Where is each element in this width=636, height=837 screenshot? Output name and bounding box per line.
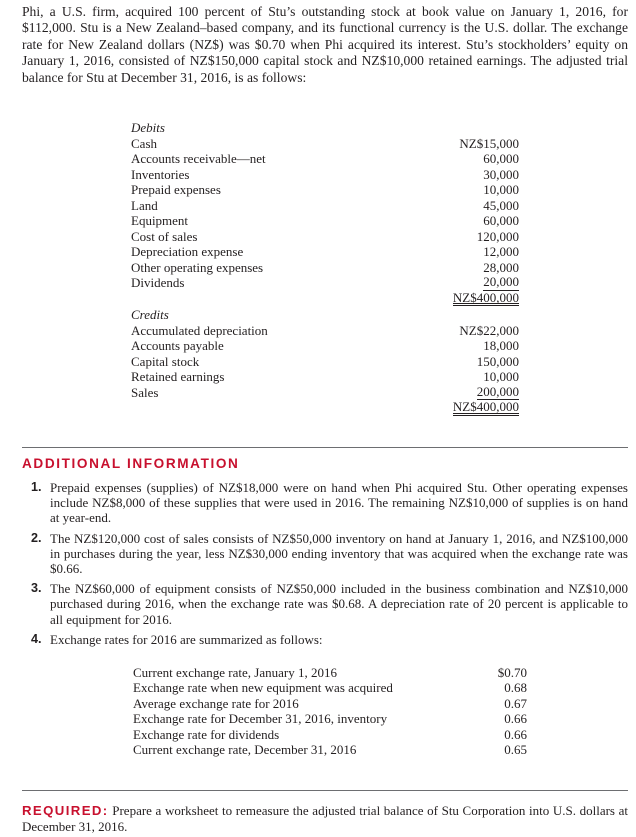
rate-label: Exchange rate when new equipment was acquired	[133, 680, 393, 696]
debits-total: NZ$400,000	[452, 289, 519, 305]
row-label: Capital stock	[131, 353, 200, 369]
rate-label: Exchange rate for dividends	[133, 726, 280, 742]
table-row	[133, 696, 527, 711]
exchange-rates-table	[133, 665, 527, 757]
rate-value: 0.68	[504, 680, 527, 696]
section-divider	[22, 447, 628, 448]
additional-information-heading: ADDITIONAL INFORMATION	[22, 456, 240, 471]
rate-value: 0.66	[504, 726, 527, 742]
rate-label: Current exchange rate, January 1, 2016	[133, 665, 337, 680]
row-label: Accumulated depreciation	[131, 322, 268, 338]
table-row	[131, 229, 519, 245]
row-label: Accounts payable	[131, 338, 224, 353]
table-row	[131, 136, 519, 152]
item-text: Prepaid expenses (supplies) of NZ$18,000 were on hand when Phi acquired Stu. Other operating expenses include NZ$8,000 of these supplies that were used in 2016. The remaining NZ$10,000 of supplies is on hand at year-end.	[50, 480, 628, 526]
row-amount: 60,000	[483, 151, 519, 166]
row-label: Sales	[131, 384, 159, 400]
row-label: Cash	[131, 135, 157, 151]
table-row	[131, 385, 519, 401]
row-amount: 30,000	[483, 166, 519, 182]
table-row	[133, 680, 527, 695]
row-label: Accounts receivable—net	[131, 151, 266, 166]
table-row	[131, 275, 519, 291]
rate-value: 0.65	[504, 741, 527, 757]
item-number: 4.	[31, 631, 42, 646]
rate-label: Exchange rate for December 31, 2016, inventory	[133, 711, 388, 727]
table-row	[133, 711, 527, 726]
row-label: Depreciation expense	[131, 244, 244, 259]
row-amount: 10,000	[483, 182, 519, 197]
list-item	[22, 632, 628, 647]
problem-intro: Phi, a U.S. firm, acquired 100 percent of Stu’s outstanding stock at book value on January 1, 2016, for $112,000. Stu is a New Zealand–based company, and its functional currency is the U.S. dollar. The exchange rate for New Zealand dollars (NZ$) was $0.70 when Phi acquired its interest. Stu’s stockholders’ equity on January 1, 2016, consisted of NZ$150,000 capital stock and NZ$10,000 retained earnings. The adjusted trial balance for Stu at December 31, 2016, is as follows:	[22, 4, 628, 85]
row-label: Land	[131, 197, 158, 213]
row-amount: 200,000	[476, 383, 519, 399]
table-row	[131, 338, 519, 354]
rate-value: 0.66	[504, 711, 527, 727]
table-row	[131, 244, 519, 260]
list-item	[22, 480, 628, 526]
row-label: Dividends	[131, 275, 185, 290]
item-text: The NZ$60,000 of equipment consists of NZ$50,000 included in the business combination and NZ$10,000 purchased during 2016, when the exchange rate was $0.68. A depreciation rate of 20 percent is applicable to all equipment for 2016.	[50, 581, 628, 627]
item-number: 1.	[31, 480, 42, 494]
row-label: Inventories	[131, 166, 190, 182]
row-amount: 18,000	[483, 338, 519, 353]
total-row	[131, 291, 519, 307]
rate-label: Current exchange rate, December 31, 2016	[133, 741, 357, 757]
additional-information-list	[22, 480, 628, 652]
item-number: 2.	[31, 530, 42, 545]
rate-value: $0.70	[497, 665, 527, 680]
credits-section	[131, 307, 519, 416]
table-row	[131, 198, 519, 214]
table-row	[131, 323, 519, 339]
table-row	[131, 369, 519, 385]
required-instruction	[22, 803, 628, 835]
section-divider	[22, 790, 628, 791]
total-row	[131, 400, 519, 416]
required-label: REQUIRED:	[22, 803, 109, 818]
row-amount: 150,000	[476, 353, 519, 369]
table-row	[131, 354, 519, 370]
row-label: Retained earnings	[131, 369, 225, 384]
row-amount: 120,000	[476, 228, 519, 244]
required-text: Prepare a worksheet to remeasure the adjusted trial balance of Stu Corporation into U.S. dollars at December 31, 2016.	[22, 803, 628, 834]
row-amount: 45,000	[483, 197, 519, 213]
row-amount: NZ$22,000	[459, 322, 519, 338]
table-row	[131, 213, 519, 229]
row-label: Prepaid expenses	[131, 182, 221, 197]
row-label: Cost of sales	[131, 228, 198, 244]
table-row	[133, 665, 527, 680]
row-amount: 12,000	[483, 244, 519, 259]
item-text: The NZ$120,000 cost of sales consists of NZ$50,000 inventory on hand at January 1, 2016, and NZ$100,000 in purchases during the year, less NZ$30,000 ending inventory that was acquired when the exchange rate was $0.66.	[50, 530, 628, 577]
row-amount: 10,000	[483, 369, 519, 384]
rate-label: Average exchange rate for 2016	[133, 695, 299, 711]
table-row	[131, 260, 519, 276]
row-amount: 28,000	[483, 259, 519, 275]
debits-section	[131, 120, 519, 306]
rate-value: 0.67	[504, 695, 527, 711]
row-amount: 60,000	[483, 213, 519, 228]
list-item	[22, 581, 628, 627]
item-number: 3.	[31, 581, 42, 596]
table-row	[133, 727, 527, 742]
list-item	[22, 531, 628, 577]
debits-heading: Debits	[131, 120, 165, 135]
row-label: Other operating expenses	[131, 259, 264, 275]
row-amount: NZ$15,000	[459, 135, 519, 151]
table-row	[133, 742, 527, 757]
credits-total: NZ$400,000	[452, 399, 519, 414]
table-row	[131, 151, 519, 167]
row-label: Equipment	[131, 213, 189, 228]
table-row	[131, 167, 519, 183]
item-text: Exchange rates for 2016 are summarized as follows:	[50, 631, 323, 647]
credits-heading: Credits	[131, 307, 169, 322]
table-row	[131, 182, 519, 198]
row-amount: 20,000	[483, 274, 519, 289]
